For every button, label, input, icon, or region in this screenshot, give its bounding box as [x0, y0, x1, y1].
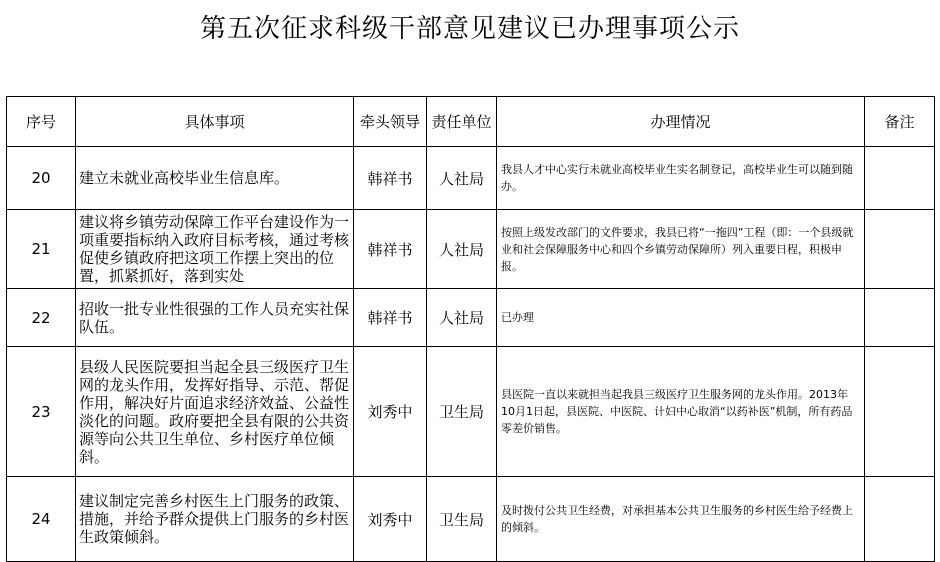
row-note: [865, 147, 935, 210]
row-note: [865, 477, 935, 562]
row-unit: 人社局: [427, 147, 497, 210]
page-title: 第五次征求科级干部意见建议已办理事项公示: [199, 14, 740, 44]
row-unit: 人社局: [427, 210, 497, 289]
row-note: [865, 210, 935, 289]
row-status: 县医院一直以来就担当起我县三级医疗卫生服务网的龙头作用。2013年10月1日起，县医院、中医院、计妇中心取消“以药补医”机制，所有药品零差价销售。: [497, 347, 865, 477]
table-row: [7, 210, 935, 289]
row-unit: 卫生局: [427, 347, 497, 477]
header-unit: 责任单位: [427, 97, 497, 147]
header-status: 办理情况: [497, 97, 865, 147]
table-row: [7, 289, 935, 347]
row-status: 已办理: [497, 289, 865, 347]
row-no: 21: [7, 210, 76, 289]
header-note: 备注: [865, 97, 935, 147]
row-status: 我县人才中心实行未就业高校毕业生实名制登记，高校毕业生可以随到随办。: [497, 147, 865, 210]
row-status: 及时拨付公共卫生经费，对承担基本公共卫生服务的乡村医生给予经费上的倾斜。: [497, 477, 865, 562]
row-no: 24: [7, 477, 76, 562]
row-no: 23: [7, 347, 76, 477]
row-item: 县级人民医院要担当起全县三级医疗卫生网的龙头作用，发挥好指导、示范、帮促作用，解决好片面追求经济效益、公益性淡化的问题。政府要把全县有限的公共资源等向公共卫生单位、乡村医疗单位倾斜。: [76, 347, 354, 477]
row-item: 建议将乡镇劳动保障工作平台建设作为一项重要指标纳入政府目标考核，通过考核促使乡镇政府把这项工作摆上突出的位置，抓紧抓好，落到实处: [76, 210, 354, 289]
row-leader: 韩祥书: [354, 210, 427, 289]
table-row: [7, 147, 935, 210]
row-note: [865, 347, 935, 477]
header-leader: 牵头领导: [354, 97, 427, 147]
row-no: 22: [7, 289, 76, 347]
disclosure-table: [6, 96, 935, 562]
header-no: 序号: [7, 97, 76, 147]
table-row: [7, 477, 935, 562]
row-status: 按照上级发改部门的文件要求，我县已将“一拖四”工程（即：一个县级就业和社会保障服务中心和四个乡镇劳动保障所）列入重要日程，积极申报。: [497, 210, 865, 289]
row-leader: 刘秀中: [354, 477, 427, 562]
row-leader: 韩祥书: [354, 289, 427, 347]
row-note: [865, 289, 935, 347]
table-row: [7, 347, 935, 477]
row-item: 建立未就业高校毕业生信息库。: [76, 147, 354, 210]
header-row: [7, 97, 935, 147]
row-unit: 卫生局: [427, 477, 497, 562]
header-item: 具体事项: [76, 97, 354, 147]
row-no: 20: [7, 147, 76, 210]
row-item: 建议制定完善乡村医生上门服务的政策、措施，并给予群众提供上门服务的乡村医生政策倾斜。: [76, 477, 354, 562]
row-item: 招收一批专业性很强的工作人员充实社保队伍。: [76, 289, 354, 347]
row-unit: 人社局: [427, 289, 497, 347]
row-leader: 刘秀中: [354, 347, 427, 477]
row-leader: 韩祥书: [354, 147, 427, 210]
